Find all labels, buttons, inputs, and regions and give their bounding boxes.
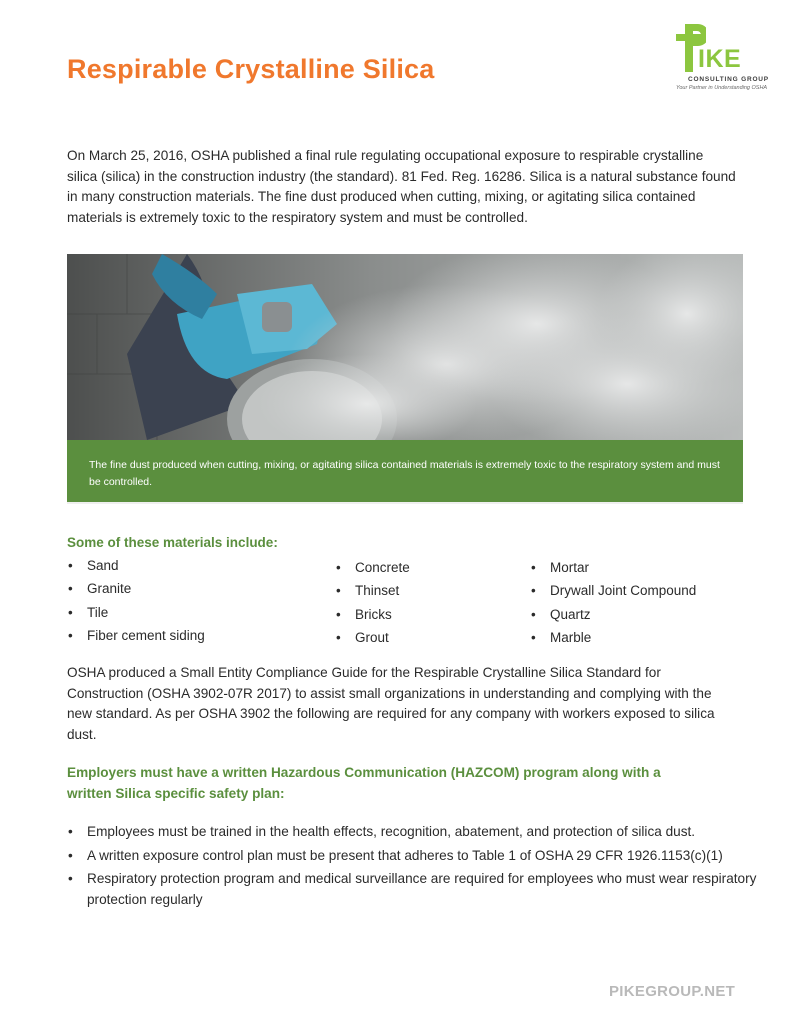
material-item: • Quartz bbox=[530, 607, 696, 630]
material-item: • Bricks bbox=[335, 607, 410, 630]
intro-paragraph: On March 25, 2016, OSHA published a final rule regulating occupational exposure to respirable crystalline silica (silica) in the construction industry (the standard). 81 Fed. Reg. 16286. Silica is a natural substance found in many construction materials. The fine dust produced when cutting, mixing, or agitating silica contained materials is extremely toxic to the respiratory system and must be controlled. bbox=[67, 148, 736, 225]
material-item: • Grout bbox=[335, 630, 410, 653]
material-item: • Sand bbox=[67, 558, 205, 581]
footer-website: PIKEGROUP.NET bbox=[609, 983, 736, 1000]
logo-subtitle: CONSULTING GROUP bbox=[688, 76, 769, 83]
photo-figure bbox=[67, 254, 743, 504]
material-item: • Tile bbox=[67, 605, 205, 628]
employers-heading: Employers must have a written Hazardous Communication (HAZCOM) program along with a written Silica specific safety plan: bbox=[67, 765, 661, 801]
concrete-saw-photo bbox=[67, 254, 743, 440]
materials-heading: Some of these materials include: bbox=[67, 535, 278, 550]
requirements-list bbox=[67, 822, 757, 913]
materials-column-3 bbox=[530, 560, 696, 654]
logo-tagline: Your Partner in Understanding OSHA bbox=[676, 85, 768, 91]
material-item: • Marble bbox=[530, 630, 696, 653]
material-item: • Drywall Joint Compound bbox=[530, 583, 696, 606]
material-item: • Mortar bbox=[530, 560, 696, 583]
company-logo bbox=[672, 22, 772, 94]
material-item: • Granite bbox=[67, 581, 205, 604]
requirement-item: • Respiratory protection program and medical surveillance are required for employees who must wear respiratory protection regularly bbox=[67, 869, 757, 910]
compliance-guide-paragraph: OSHA produced a Small Entity Compliance Guide for the Respirable Crystalline Silica Standard for Construction (OSHA 3902-07R 2017) to assist small organizations in understanding and complying with the new standard. As per OSHA 3902 the following are required for any company with workers exposed to silica dust. bbox=[67, 665, 715, 742]
logo-wordmark: IKE bbox=[698, 45, 742, 73]
material-item: • Thinset bbox=[335, 583, 410, 606]
requirement-item: • Employees must be trained in the health effects, recognition, abatement, and protection of silica dust. bbox=[67, 822, 757, 843]
materials-column-1 bbox=[67, 558, 205, 652]
requirement-item: • A written exposure control plan must be present that adheres to Table 1 of OSHA 29 CFR 1926.1153(c)(1) bbox=[67, 846, 757, 867]
page-title: Respirable Crystalline Silica bbox=[67, 54, 435, 84]
material-item: • Concrete bbox=[335, 560, 410, 583]
photo-caption: The fine dust produced when cutting, mixing, or agitating silica contained materials is extremely toxic to the respiratory system and must be controlled. bbox=[67, 440, 743, 502]
materials-column-2 bbox=[335, 560, 410, 654]
material-item: • Fiber cement siding bbox=[67, 628, 205, 651]
